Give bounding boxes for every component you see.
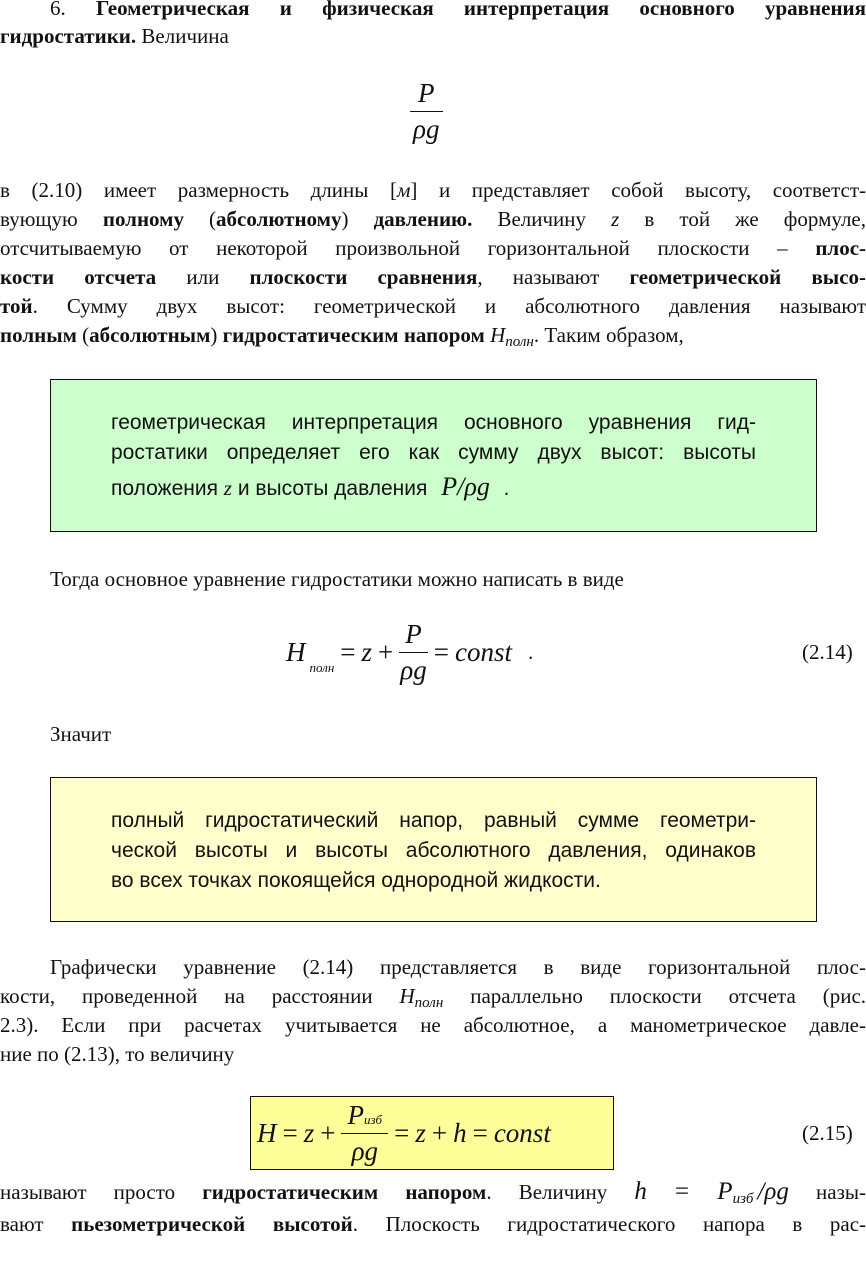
text-span: ] и представляет собой высоту, соответст-: [410, 178, 866, 202]
eq-var-P: P: [347, 1099, 364, 1130]
unit-m: м: [396, 178, 411, 202]
para6-line-2: [0, 1210, 866, 1238]
fraction-p-over-rhog: [410, 78, 443, 145]
text-span: Графически уравнение (2.14) представляется в виде горизонтальной плос-: [50, 955, 866, 979]
box-line-2: ческой высоты и высоты абсолютного давления, одинаков: [111, 839, 756, 862]
eq-denominator: ρg: [351, 1135, 379, 1166]
var-P: P: [717, 1178, 733, 1205]
eq-denominator: ρg: [400, 654, 427, 685]
term-piezometric-height: пьезометрической высотой: [71, 1212, 353, 1236]
var-H-poln: [399, 984, 444, 1011]
eq-const: const: [455, 636, 513, 667]
paren: ): [210, 323, 218, 347]
text-span: вующую: [0, 207, 78, 231]
text-span: назы-: [816, 1180, 866, 1204]
eq-equals: =: [340, 636, 356, 667]
var-H: H: [399, 984, 415, 1008]
term-absolute: абсолютному: [216, 207, 342, 231]
para2-line-6: [0, 321, 866, 356]
definition-box-full-head: [50, 777, 817, 922]
formula-p-over-rhog: P/ρg: [441, 472, 490, 501]
text-span: в той же формуле,: [644, 207, 866, 231]
box-line-1: геометрическая интерпретация основного уравнения гид-: [111, 411, 756, 434]
text-span: вают: [0, 1212, 44, 1236]
formula-h-inline: [634, 1178, 789, 1205]
para4-line: Значит: [50, 722, 112, 746]
equation-number-2-15: (2.15): [802, 1121, 853, 1145]
eq-var-z: z: [361, 636, 373, 667]
eq-subscript-poln: полн: [309, 660, 335, 675]
text-span: в (2.10) имеет размерность длины [: [0, 178, 397, 202]
text-span: Величину: [497, 207, 587, 231]
text-span: называют просто: [0, 1180, 176, 1204]
heading-line-1: [0, 0, 866, 22]
var-h: h: [634, 1178, 647, 1205]
eq-var-H: H: [257, 1117, 277, 1148]
paren: (: [82, 323, 90, 347]
paren: (: [209, 207, 217, 231]
para2-line-2: [0, 205, 866, 233]
term-full: полному: [102, 207, 184, 231]
text-span: , называют: [477, 265, 600, 289]
text-span: и высоты давления: [237, 477, 428, 500]
para5-line-3: [0, 1011, 866, 1039]
var-z: z: [223, 476, 232, 500]
section-title-cont: гидростатики.: [0, 24, 137, 48]
equation-2-14: [286, 616, 533, 688]
eq-const: const: [493, 1117, 551, 1148]
equation-2-15: [257, 1097, 551, 1169]
text-span: . Таким образом,: [533, 323, 684, 347]
eq-numerator: P: [399, 619, 428, 653]
text-span: . Сумму двух высот: геометрической и абсолютного давления называют: [32, 294, 866, 318]
fraction-denominator: ρg: [413, 114, 440, 144]
var-H: H: [490, 323, 506, 347]
definition-box-geometric: [50, 379, 817, 532]
heading-line-2: [0, 22, 866, 50]
eq-equals: =: [433, 636, 450, 667]
subscript-izb: изб: [732, 1191, 754, 1207]
text-span: 2.3). Если при расчетах учитывается не абсолютное, а манометрическое давле-: [0, 1013, 866, 1037]
term-reference-plane: плос-: [815, 236, 866, 260]
equation-box-2-15: [250, 1096, 614, 1170]
para2-line-5: [0, 292, 866, 320]
term-full-head: полным: [0, 323, 77, 347]
para5-line-1: [0, 953, 866, 981]
text-span: отсчитываемую от некоторой произвольной горизонтальной плоскости –: [0, 236, 788, 260]
box-line-1: полный гидростатический напор, равный сумме геометри-: [111, 809, 756, 832]
subscript-poln: полн: [414, 995, 444, 1011]
text-span: .: [503, 477, 510, 500]
text-span: положения: [111, 477, 218, 500]
box-line-2: ростатики определяет его как сумму двух высот: высоты: [111, 441, 756, 464]
text-span: или: [186, 265, 220, 289]
equation-number-2-14: (2.14): [802, 640, 853, 664]
text-span: кости, проведенной на расстоянии: [0, 984, 373, 1008]
term-pressure: давлению.: [373, 207, 473, 231]
paren: ): [341, 207, 349, 231]
para2-line-4: [0, 263, 866, 291]
term-hydrostatic-head: гидростатическим напором: [202, 1180, 487, 1204]
eq-plus: +: [378, 636, 394, 667]
box-line-3: [111, 470, 756, 506]
text-span: ние по (2.13), то величину: [0, 1042, 235, 1066]
para5-line-4: [0, 1040, 866, 1068]
eq-fraction: [399, 619, 428, 686]
text-span: . Величину: [486, 1180, 608, 1204]
fraction-numerator: P: [410, 78, 443, 112]
equals: =: [675, 1178, 690, 1205]
term-hydrostatic-head: гидростатическим напором: [222, 323, 485, 347]
var-z: z: [611, 207, 620, 231]
para3-line: Тогда основное уравнение гидростатики можно написать в виде: [50, 567, 624, 591]
eq-equals: =: [472, 1117, 488, 1148]
eq-fraction: [341, 1100, 388, 1167]
text-span: . Плоскость гидростатического напора в рас-: [352, 1212, 866, 1236]
eq-plus: +: [320, 1117, 336, 1148]
eq-var-h: h: [453, 1117, 467, 1148]
eq-var-z: z: [415, 1117, 426, 1148]
subscript-poln: полн: [505, 334, 534, 350]
section-title: Геометрическая и физическая интерпретация основного уравнения: [96, 0, 866, 20]
eq-var-z: z: [303, 1117, 315, 1148]
eq-period: .: [528, 639, 534, 664]
box-line-3: во всех точках покоящейся однородной жидкости.: [111, 869, 601, 892]
term-geometric-height-cont: той: [0, 294, 33, 318]
eq-equals: =: [394, 1117, 410, 1148]
eq-numerator: [341, 1100, 388, 1134]
term-reference-plane-cont: кости отсчета: [0, 265, 157, 289]
term-geometric-height: геометрической высо-: [629, 265, 866, 289]
para6-line-1: [0, 1178, 866, 1213]
slash-rhog: /ρg: [757, 1178, 789, 1205]
term-absolute-head: абсолютным: [89, 323, 211, 347]
text-span: параллельно плоскости отсчета (рис.: [470, 984, 866, 1008]
eq-var-H: H: [286, 636, 306, 667]
eq-plus: +: [431, 1117, 448, 1148]
text-span: Величина: [141, 24, 229, 48]
eq-equals: =: [282, 1117, 298, 1148]
term-comparison-plane: плоскости сравнения: [249, 265, 478, 289]
eq-subscript-izb: изб: [363, 1111, 383, 1127]
section-number: 6.: [50, 0, 66, 20]
para2-line-1: [0, 176, 866, 204]
para2-line-3: [0, 234, 866, 262]
